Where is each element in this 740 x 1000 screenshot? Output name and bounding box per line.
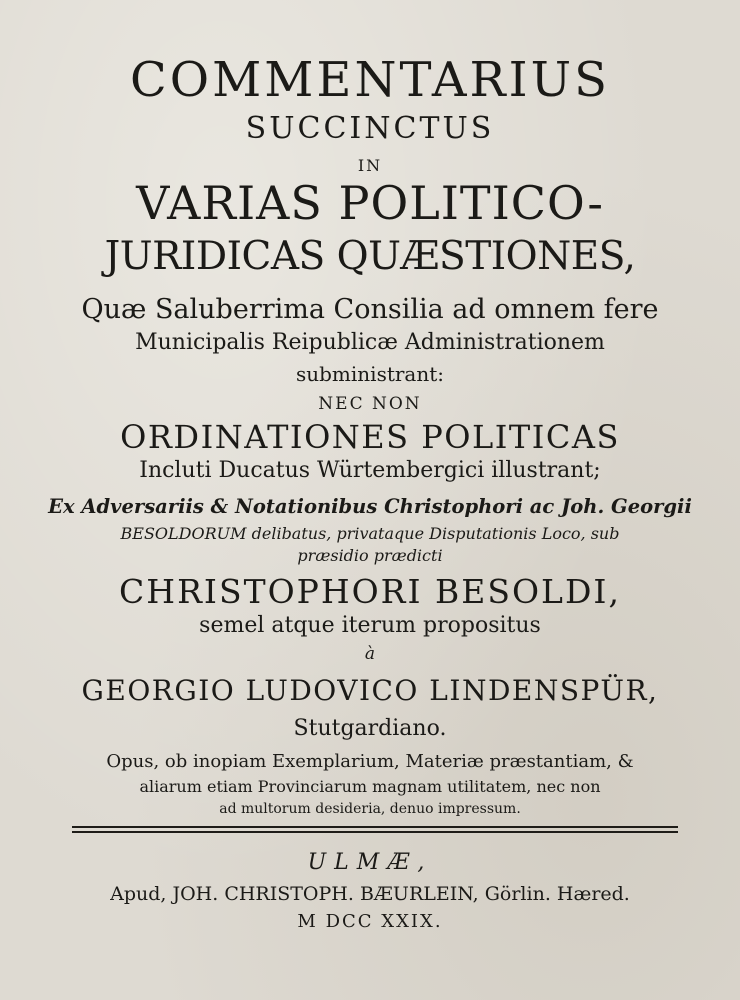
source-line-1: Ex Adversariis & Notationibus Christophori ac Joh. Georgii (48, 495, 692, 518)
subtitle-nec-non: NEC NON (318, 394, 422, 414)
title-line-in: IN (357, 156, 383, 175)
title-line-succinctus: SUCCINCTUS (245, 111, 495, 146)
double-rule-divider (72, 826, 678, 833)
subtitle-line-1: Quæ Saluberrima Consilia ad omnem fere (81, 294, 659, 325)
title-line-commentarius: COMMENTARIUS (130, 52, 610, 108)
preposition-a: à (364, 644, 376, 664)
author-name: CHRISTOPHORI BESOLDI, (119, 572, 621, 611)
imprint-publisher: Apud, JOH. CHRISTOPH. BÆURLEIN, Görlin. Hæred. (110, 883, 630, 905)
imprint-city: ULMÆ, (307, 850, 433, 875)
source-line-2: BESOLDORUM delibatus, privataque Disputationis Loco, sub (120, 524, 620, 543)
subtitle-ducatus: Incluti Ducatus Würtembergici illustrant; (139, 458, 601, 483)
title-line-varias: VARIAS POLITICO- (136, 176, 604, 230)
description-line-2: aliarum etiam Provinciarum magnam utilitatem, nec non (139, 777, 601, 796)
subtitle-line-2: Municipalis Reipublicæ Administrationem (135, 330, 605, 355)
respondent-origin: Stutgardiano. (293, 716, 447, 741)
imprint-year: M DCC XXIX. (297, 911, 443, 932)
respondent-name: GEORGIO LUDOVICO LINDENSPÜR, (81, 674, 659, 707)
author-note: semel atque iterum propositus (199, 613, 541, 638)
title-line-juridicas: JURIDICAS QUÆSTIONES, (104, 234, 636, 279)
source-line-3: præsidio prædicti (297, 546, 443, 565)
description-line-3: ad multorum desideria, denuo impressum. (219, 801, 521, 817)
subtitle-ordinationes: ORDINATIONES POLITICAS (120, 418, 620, 456)
description-line-1: Opus, ob inopiam Exemplarium, Materiæ præstantiam, & (106, 751, 634, 772)
subtitle-line-3: subministrant: (295, 362, 445, 386)
